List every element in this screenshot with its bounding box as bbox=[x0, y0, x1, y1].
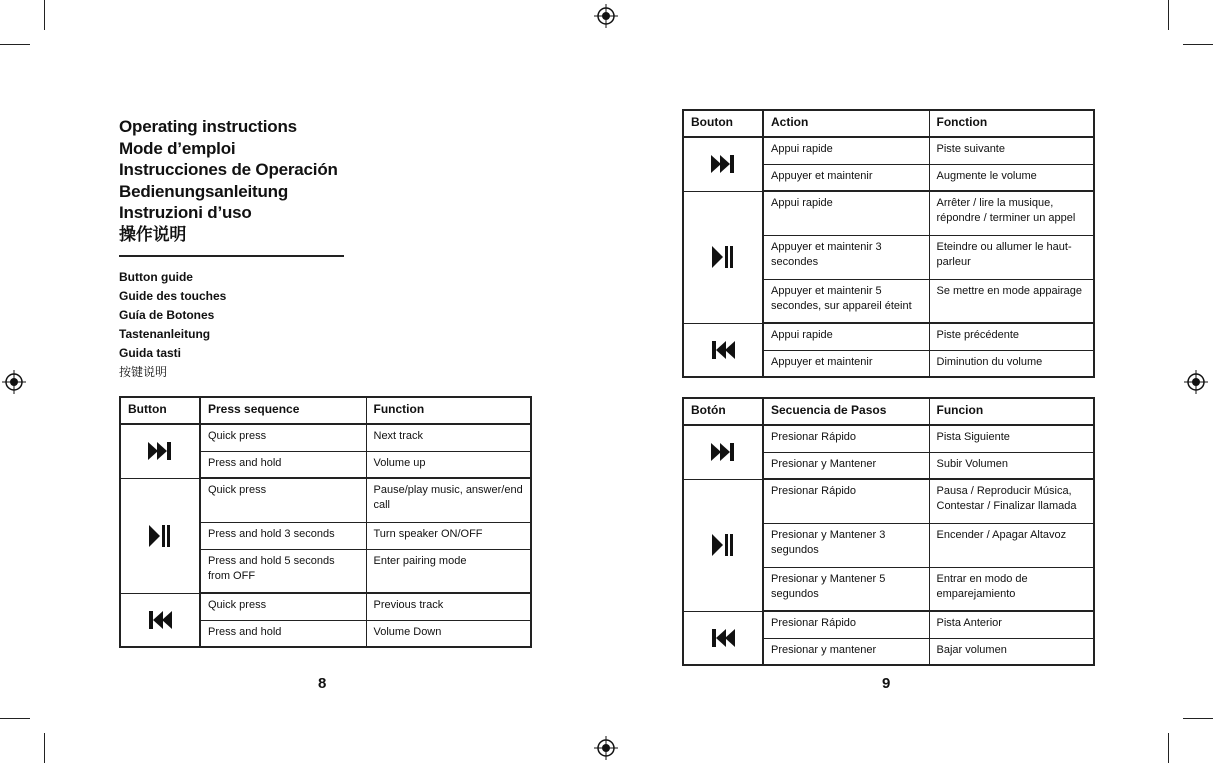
function-cell: Enter pairing mode bbox=[366, 549, 531, 593]
crop-mark bbox=[0, 718, 30, 719]
title-es: Instrucciones de Operación bbox=[119, 160, 338, 180]
press-sequence-cell: Appui rapide bbox=[763, 323, 929, 350]
table-row bbox=[683, 191, 1094, 235]
title-divider bbox=[119, 255, 344, 257]
guide-fr: Guide des touches bbox=[119, 289, 227, 303]
button-icon-cell bbox=[683, 425, 763, 479]
function-cell: Augmente le volume bbox=[929, 164, 1094, 191]
button-icon-cell bbox=[120, 478, 200, 593]
crop-mark bbox=[1183, 718, 1213, 719]
column-header: Button bbox=[120, 397, 200, 424]
press-sequence-cell: Appui rapide bbox=[763, 137, 929, 164]
press-sequence-cell: Press and hold bbox=[200, 620, 366, 647]
column-header: Secuencia de Pasos bbox=[763, 398, 929, 425]
table-row bbox=[120, 593, 531, 620]
press-sequence-cell: Appuyer et maintenir bbox=[763, 164, 929, 191]
press-sequence-cell: Press and hold 3 seconds bbox=[200, 522, 366, 549]
registration-mark-icon bbox=[594, 4, 618, 28]
table-row bbox=[683, 323, 1094, 350]
press-sequence-cell: Appuyer et maintenir 5 secondes, sur appareil éteint bbox=[763, 279, 929, 323]
function-cell: Piste précédente bbox=[929, 323, 1094, 350]
previous-track-icon bbox=[684, 341, 762, 359]
function-cell: Turn speaker ON/OFF bbox=[366, 522, 531, 549]
guide-cn: 按键说明 bbox=[119, 365, 168, 379]
crop-mark bbox=[1183, 44, 1213, 45]
page-number-right: 9 bbox=[882, 675, 891, 692]
play-pause-icon bbox=[684, 534, 762, 556]
button-icon-cell bbox=[120, 593, 200, 647]
press-sequence-cell: Quick press bbox=[200, 593, 366, 620]
press-sequence-cell: Presionar y Mantener 5 segundos bbox=[763, 567, 929, 611]
column-header: Botón bbox=[683, 398, 763, 425]
function-cell: Volume Down bbox=[366, 620, 531, 647]
button-icon-cell bbox=[683, 479, 763, 611]
next-track-icon bbox=[684, 155, 762, 173]
registration-mark-icon bbox=[2, 370, 26, 394]
column-header: Function bbox=[366, 397, 531, 424]
registration-mark-icon bbox=[594, 736, 618, 760]
previous-track-icon bbox=[121, 611, 199, 629]
press-sequence-cell: Appuyer et maintenir bbox=[763, 350, 929, 377]
title-en: Operating instructions bbox=[119, 117, 297, 136]
press-sequence-cell: Presionar Rápido bbox=[763, 425, 929, 452]
table-row bbox=[120, 478, 531, 522]
title-it: Instruzioni d’uso bbox=[119, 203, 252, 223]
table-row bbox=[683, 137, 1094, 164]
previous-track-icon bbox=[684, 629, 762, 647]
next-track-icon bbox=[121, 442, 199, 460]
button-icon-cell bbox=[683, 191, 763, 323]
button-guide-table-en bbox=[119, 396, 532, 648]
function-cell: Piste suivante bbox=[929, 137, 1094, 164]
play-pause-icon bbox=[121, 525, 199, 547]
button-icon-cell bbox=[683, 611, 763, 665]
function-cell: Pause/play music, answer/end call bbox=[366, 478, 531, 522]
function-cell: Pista Siguiente bbox=[929, 425, 1094, 452]
column-header: Action bbox=[763, 110, 929, 137]
press-sequence-cell: Presionar y Mantener bbox=[763, 452, 929, 479]
press-sequence-cell: Presionar y mantener bbox=[763, 638, 929, 665]
guide-es: Guía de Botones bbox=[119, 308, 215, 322]
press-sequence-cell: Presionar Rápido bbox=[763, 611, 929, 638]
press-sequence-cell: Press and hold bbox=[200, 451, 366, 478]
next-track-icon bbox=[684, 443, 762, 461]
function-cell: Se mettre en mode appairage bbox=[929, 279, 1094, 323]
function-cell: Encender / Apagar Altavoz bbox=[929, 523, 1094, 567]
function-cell: Pista Anterior bbox=[929, 611, 1094, 638]
press-sequence-cell: Quick press bbox=[200, 478, 366, 522]
function-cell: Eteindre ou allumer le haut-parleur bbox=[929, 235, 1094, 279]
guide-it: Guida tasti bbox=[119, 346, 182, 360]
page-number-left: 8 bbox=[318, 675, 327, 692]
guide-en: Button guide bbox=[119, 270, 193, 284]
button-guide-table-es bbox=[682, 397, 1095, 666]
press-sequence-cell: Presionar y Mantener 3 segundos bbox=[763, 523, 929, 567]
guide-de: Tastenanleitung bbox=[119, 327, 211, 341]
crop-mark bbox=[1168, 0, 1169, 30]
press-sequence-cell: Appui rapide bbox=[763, 191, 929, 235]
title-fr: Mode d’emploi bbox=[119, 138, 236, 158]
title-block bbox=[119, 116, 338, 246]
table-row bbox=[683, 479, 1094, 523]
table-row bbox=[683, 425, 1094, 452]
table-row bbox=[683, 611, 1094, 638]
guide-block bbox=[119, 268, 226, 382]
column-header: Press sequence bbox=[200, 397, 366, 424]
function-cell: Next track bbox=[366, 424, 531, 451]
button-icon-cell bbox=[120, 424, 200, 478]
crop-mark bbox=[44, 733, 45, 763]
function-cell: Diminution du volume bbox=[929, 350, 1094, 377]
function-cell: Bajar volumen bbox=[929, 638, 1094, 665]
function-cell: Subir Volumen bbox=[929, 452, 1094, 479]
column-header: Bouton bbox=[683, 110, 763, 137]
title-de: Bedienungsanleitung bbox=[119, 181, 289, 201]
button-icon-cell bbox=[683, 323, 763, 377]
press-sequence-cell: Presionar Rápido bbox=[763, 479, 929, 523]
column-header: Fonction bbox=[929, 110, 1094, 137]
function-cell: Arrêter / lire la musique, répondre / terminer un appel bbox=[929, 191, 1094, 235]
function-cell: Volume up bbox=[366, 451, 531, 478]
button-guide-table-fr bbox=[682, 109, 1095, 378]
press-sequence-cell: Quick press bbox=[200, 424, 366, 451]
crop-mark bbox=[1168, 733, 1169, 763]
column-header: Funcion bbox=[929, 398, 1094, 425]
title-cn: 操作说明 bbox=[119, 224, 187, 244]
function-cell: Pausa / Reproducir Música, Contestar / Finalizar llamada bbox=[929, 479, 1094, 523]
table-row bbox=[120, 424, 531, 451]
crop-mark bbox=[0, 44, 30, 45]
function-cell: Previous track bbox=[366, 593, 531, 620]
play-pause-icon bbox=[684, 246, 762, 268]
crop-mark bbox=[44, 0, 45, 30]
function-cell: Entrar en modo de emparejamiento bbox=[929, 567, 1094, 611]
button-icon-cell bbox=[683, 137, 763, 191]
press-sequence-cell: Press and hold 5 seconds from OFF bbox=[200, 549, 366, 593]
registration-mark-icon bbox=[1184, 370, 1208, 394]
press-sequence-cell: Appuyer et maintenir 3 secondes bbox=[763, 235, 929, 279]
